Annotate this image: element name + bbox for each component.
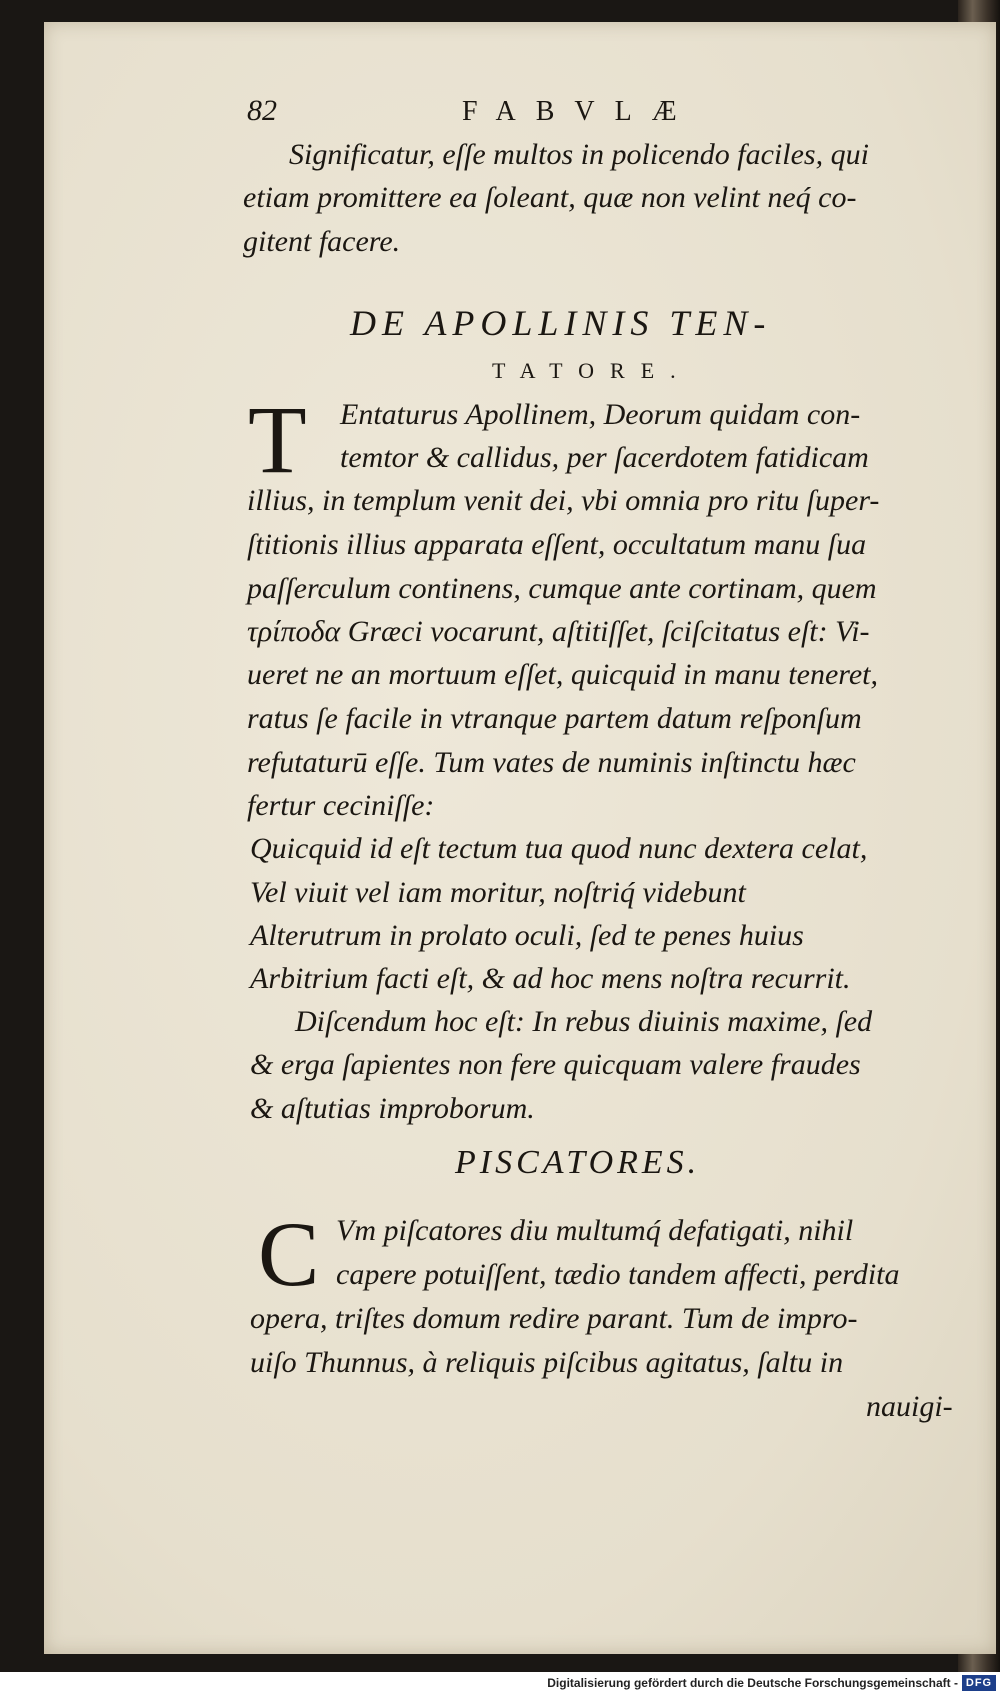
body-line: temtor & callidus, per ſacerdotem fatidicam [340,441,869,474]
digitization-credit: Digitalisierung gefördert durch die Deutsche Forschungsgemeinschaft - [547,1676,958,1690]
verse-line: Quicquid id eſt tectum tua quod nunc dextera celat, [250,832,868,865]
drop-capital: C [258,1203,320,1305]
intro-line: gitent facere. [243,225,401,258]
body-line: uiſo Thunnus, à reliquis piſcibus agitatus, ſaltu in [250,1346,844,1379]
dfg-logo: DFG [962,1675,996,1691]
footer-bar [0,1672,1000,1697]
moral-line: Diſcendum hoc eſt: In rebus diuinis maxime, ſed [295,1005,873,1038]
body-line: Entaturus Apollinem, Deorum quidam con- [340,398,861,431]
intro-line: Significatur, eſſe multos in policendo faciles, qui [289,138,869,171]
moral-line: & erga ſapientes non fere quicquam valere fraudes [250,1048,861,1081]
fable-heading: PISCATORES. [455,1144,701,1181]
body-line: opera, triſtes domum redire parant. Tum de impro- [250,1302,858,1335]
body-line: ſtitionis illius apparata eſſent, occultatum manu ſua [247,528,867,561]
fable-heading-continued: TATORE. [492,358,692,383]
body-line: fertur ceciniſſe: [247,789,435,822]
body-line: ueret ne an mortuum eſſet, quicquid in manu teneret, [247,658,878,691]
running-title: FABVLÆ [462,96,697,127]
moral-line: & aſtutias improborum. [250,1092,535,1125]
intro-line: etiam promittere ea ſoleant, quæ non velint neq́ co- [243,181,857,214]
body-line: τρίποδα Græci vocarunt, aſtitiſſet, ſciſcitatus eſt: Vi- [247,615,870,648]
verse-line: Arbitrium facti eſt, & ad hoc mens noſtra recurrit. [250,962,851,995]
body-line: ratus ſe facile in vtranque partem datum reſponſum [247,702,862,735]
fable-heading: DE APOLLINIS TEN- [350,303,772,343]
catchword: nauigi- [866,1390,953,1423]
body-line: capere potuiſſent, tædio tandem affecti, perdita [336,1258,900,1291]
body-line: refutaturū eſſe. Tum vates de numinis inſtinctu hæc [247,746,856,779]
verse-line: Vel viuit vel iam moritur, noſtriq́ videbunt [250,876,746,909]
page-number: 82 [247,94,277,127]
body-line: Vm piſcatores diu multumq́ defatigati, nihil [336,1214,854,1247]
body-line: illius, in templum venit dei, vbi omnia pro ritu ſuper- [247,484,880,517]
verse-line: Alterutrum in prolato oculi, ſed te penes huius [250,919,804,952]
drop-capital: T [248,386,307,493]
body-line: paſſerculum continens, cumque ante cortinam, quem [247,572,877,605]
